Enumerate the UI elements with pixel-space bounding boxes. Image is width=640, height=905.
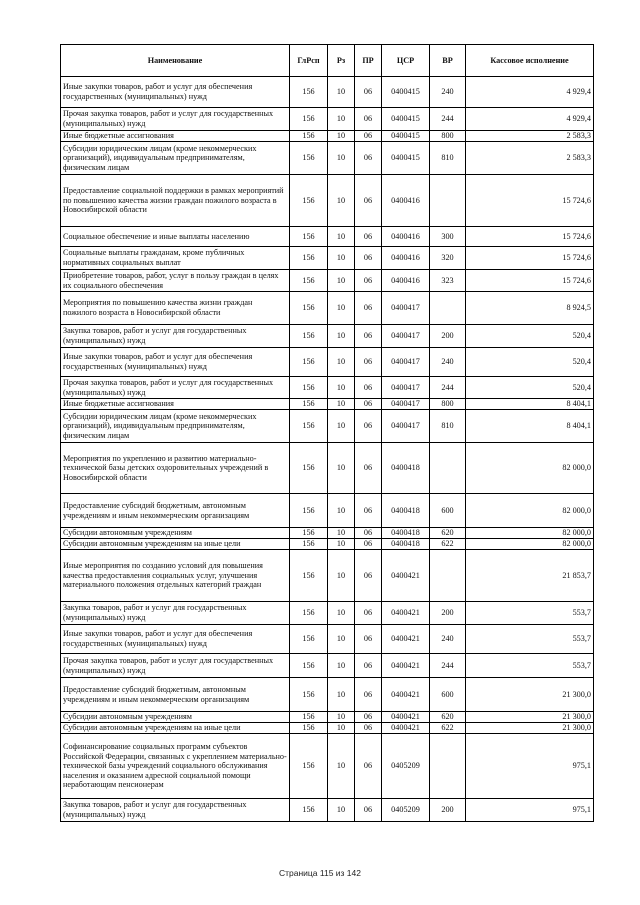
cell-rz: 10: [328, 175, 355, 227]
cell-rz: 10: [328, 348, 355, 377]
cell-vr: [430, 550, 466, 602]
cell-amount: 21 853,7: [466, 550, 594, 602]
cell-pr: 06: [355, 723, 382, 734]
cell-amount: 8 924,5: [466, 292, 594, 325]
cell-glrsp: 156: [290, 77, 328, 108]
cell-amount: 82 000,0: [466, 443, 594, 494]
cell-name: Предоставление субсидий бюджетным, автономным учреждениям и иным некоммерческим организациям: [61, 678, 290, 712]
cell-vr: [430, 292, 466, 325]
cell-csr: 0400416: [382, 270, 430, 292]
page-number-footer: Страница 115 из 142: [279, 868, 361, 878]
cell-vr: 244: [430, 377, 466, 399]
cell-vr: [430, 443, 466, 494]
cell-name: Субсидии автономным учреждениям: [61, 712, 290, 723]
cell-rz: 10: [328, 654, 355, 678]
cell-pr: 06: [355, 325, 382, 348]
cell-pr: 06: [355, 175, 382, 227]
cell-name: Социальные выплаты гражданам, кроме публичных нормативных социальных выплат: [61, 247, 290, 270]
cell-csr: 0400415: [382, 131, 430, 142]
cell-name: Субсидии юридическим лицам (кроме некоммерческих организаций), индивидуальным предпринимателям, физическим лицам: [61, 410, 290, 443]
cell-glrsp: 156: [290, 247, 328, 270]
cell-vr: [430, 175, 466, 227]
cell-glrsp: 156: [290, 175, 328, 227]
cell-rz: 10: [328, 550, 355, 602]
cell-vr: 810: [430, 410, 466, 443]
cell-glrsp: 156: [290, 539, 328, 550]
cell-amount: 975,1: [466, 734, 594, 799]
cell-name: Иные закупки товаров, работ и услуг для обеспечения государственных (муниципальных) нужд: [61, 348, 290, 377]
cell-vr: 800: [430, 131, 466, 142]
cell-name: Софинансирование социальных программ субъектов Российской Федерации, связанных с укреплением материально-технической базы учреждений социального обслуживания населения и оказанием адресной социальной помощи неработающим пенсионерам: [61, 734, 290, 799]
cell-amount: 553,7: [466, 602, 594, 625]
table-row: [61, 227, 594, 247]
cell-rz: 10: [328, 723, 355, 734]
table-row: [61, 410, 594, 443]
table-row: [61, 131, 594, 142]
cell-rz: 10: [328, 539, 355, 550]
cell-name: Иные закупки товаров, работ и услуг для обеспечения государственных (муниципальных) нужд: [61, 625, 290, 654]
cell-amount: 15 724,6: [466, 175, 594, 227]
cell-glrsp: 156: [290, 528, 328, 539]
cell-glrsp: 156: [290, 108, 328, 131]
cell-pr: 06: [355, 602, 382, 625]
header-pr: ПР: [355, 45, 382, 77]
cell-vr: 800: [430, 399, 466, 410]
table-row: [61, 443, 594, 494]
cell-name: Иные закупки товаров, работ и услуг для обеспечения государственных (муниципальных) нужд: [61, 77, 290, 108]
cell-rz: 10: [328, 377, 355, 399]
budget-table: [60, 44, 594, 822]
table-row: [61, 625, 594, 654]
table-row: [61, 550, 594, 602]
cell-amount: 82 000,0: [466, 528, 594, 539]
cell-glrsp: 156: [290, 602, 328, 625]
cell-csr: 0400416: [382, 247, 430, 270]
cell-glrsp: 156: [290, 292, 328, 325]
cell-vr: 240: [430, 77, 466, 108]
cell-name: Предоставление социальной поддержки в рамках мероприятий по повышению качества жизни граждан пожилого возраста в Новосибирской области: [61, 175, 290, 227]
cell-vr: [430, 734, 466, 799]
cell-amount: 4 929,4: [466, 77, 594, 108]
cell-pr: 06: [355, 625, 382, 654]
cell-pr: 06: [355, 399, 382, 410]
table-row: [61, 734, 594, 799]
cell-rz: 10: [328, 292, 355, 325]
cell-glrsp: 156: [290, 227, 328, 247]
cell-name: Социальное обеспечение и иные выплаты населению: [61, 227, 290, 247]
cell-name: Субсидии автономным учреждениям на иные цели: [61, 723, 290, 734]
cell-glrsp: 156: [290, 377, 328, 399]
cell-rz: 10: [328, 325, 355, 348]
cell-amount: 975,1: [466, 799, 594, 822]
cell-vr: 622: [430, 723, 466, 734]
cell-rz: 10: [328, 712, 355, 723]
cell-amount: 15 724,6: [466, 247, 594, 270]
cell-vr: 600: [430, 678, 466, 712]
cell-rz: 10: [328, 734, 355, 799]
table-row: [61, 399, 594, 410]
cell-name: Субсидии автономным учреждениям: [61, 528, 290, 539]
cell-name: Субсидии юридическим лицам (кроме некоммерческих организаций), индивидуальным предпринимателям, физическим лицам: [61, 142, 290, 175]
cell-vr: 244: [430, 654, 466, 678]
table-row: [61, 270, 594, 292]
cell-csr: 0400421: [382, 723, 430, 734]
cell-glrsp: 156: [290, 270, 328, 292]
cell-vr: 320: [430, 247, 466, 270]
cell-name: Приобретение товаров, работ, услуг в пользу граждан в целях их социального обеспечения: [61, 270, 290, 292]
cell-amount: 82 000,0: [466, 539, 594, 550]
cell-vr: 240: [430, 348, 466, 377]
cell-csr: 0400415: [382, 77, 430, 108]
cell-vr: 300: [430, 227, 466, 247]
table-row: [61, 77, 594, 108]
cell-vr: 200: [430, 799, 466, 822]
cell-rz: 10: [328, 602, 355, 625]
cell-amount: 8 404,1: [466, 399, 594, 410]
cell-amount: 2 583,3: [466, 142, 594, 175]
cell-csr: 0400417: [382, 377, 430, 399]
cell-csr: 0400415: [382, 142, 430, 175]
cell-glrsp: 156: [290, 348, 328, 377]
cell-rz: 10: [328, 227, 355, 247]
cell-vr: 620: [430, 712, 466, 723]
cell-glrsp: 156: [290, 723, 328, 734]
cell-csr: 0400418: [382, 443, 430, 494]
cell-name: Субсидии автономным учреждениям на иные цели: [61, 539, 290, 550]
cell-vr: 600: [430, 494, 466, 528]
table-row: [61, 348, 594, 377]
cell-csr: 0400418: [382, 539, 430, 550]
table-body: [61, 77, 594, 822]
cell-rz: 10: [328, 799, 355, 822]
cell-csr: 0400416: [382, 175, 430, 227]
cell-pr: 06: [355, 799, 382, 822]
cell-name: Прочая закупка товаров, работ и услуг для государственных (муниципальных) нужд: [61, 377, 290, 399]
cell-name: Иные бюджетные ассигнования: [61, 399, 290, 410]
table-row: [61, 377, 594, 399]
cell-amount: 553,7: [466, 625, 594, 654]
cell-glrsp: 156: [290, 625, 328, 654]
cell-pr: 06: [355, 528, 382, 539]
cell-vr: 200: [430, 325, 466, 348]
cell-glrsp: 156: [290, 712, 328, 723]
cell-pr: 06: [355, 348, 382, 377]
cell-pr: 06: [355, 539, 382, 550]
table-row: [61, 602, 594, 625]
cell-rz: 10: [328, 443, 355, 494]
cell-amount: 520,4: [466, 325, 594, 348]
cell-amount: 21 300,0: [466, 712, 594, 723]
cell-name: Закупка товаров, работ и услуг для государственных (муниципальных) нужд: [61, 799, 290, 822]
cell-csr: 0400421: [382, 654, 430, 678]
header-vr: ВР: [430, 45, 466, 77]
cell-csr: 0400421: [382, 625, 430, 654]
table-row: [61, 142, 594, 175]
cell-rz: 10: [328, 77, 355, 108]
cell-glrsp: 156: [290, 410, 328, 443]
cell-glrsp: 156: [290, 443, 328, 494]
header-amount: Кассовое исполнение: [466, 45, 594, 77]
cell-name: Иные мероприятия по созданию условий для повышения качества предоставления социальных услуг, улучшения материального положения отдельных категорий граждан: [61, 550, 290, 602]
cell-amount: 15 724,6: [466, 227, 594, 247]
cell-glrsp: 156: [290, 131, 328, 142]
cell-amount: 82 000,0: [466, 494, 594, 528]
cell-name: Предоставление субсидий бюджетным, автономным учреждениям и иным некоммерческим организациям: [61, 494, 290, 528]
cell-name: Иные бюджетные ассигнования: [61, 131, 290, 142]
cell-rz: 10: [328, 131, 355, 142]
table-row: [61, 528, 594, 539]
cell-csr: 0400415: [382, 108, 430, 131]
document-page: [60, 44, 593, 822]
cell-amount: 8 404,1: [466, 410, 594, 443]
cell-pr: 06: [355, 270, 382, 292]
cell-glrsp: 156: [290, 654, 328, 678]
cell-pr: 06: [355, 494, 382, 528]
cell-name: Закупка товаров, работ и услуг для государственных (муниципальных) нужд: [61, 325, 290, 348]
cell-vr: 200: [430, 602, 466, 625]
cell-amount: 2 583,3: [466, 131, 594, 142]
cell-pr: 06: [355, 410, 382, 443]
cell-glrsp: 156: [290, 799, 328, 822]
cell-amount: 21 300,0: [466, 723, 594, 734]
table-row: [61, 539, 594, 550]
cell-pr: 06: [355, 550, 382, 602]
cell-amount: 553,7: [466, 654, 594, 678]
table-row: [61, 723, 594, 734]
cell-rz: 10: [328, 494, 355, 528]
cell-pr: 06: [355, 131, 382, 142]
cell-pr: 06: [355, 108, 382, 131]
cell-rz: 10: [328, 270, 355, 292]
cell-pr: 06: [355, 247, 382, 270]
cell-name: Прочая закупка товаров, работ и услуг для государственных (муниципальных) нужд: [61, 654, 290, 678]
cell-csr: 0400417: [382, 292, 430, 325]
cell-csr: 0405209: [382, 799, 430, 822]
cell-rz: 10: [328, 528, 355, 539]
cell-csr: 0400417: [382, 348, 430, 377]
cell-csr: 0400417: [382, 410, 430, 443]
header-csr: ЦСР: [382, 45, 430, 77]
cell-glrsp: 156: [290, 399, 328, 410]
table-header-row: [61, 45, 594, 77]
header-glrsp: ГлРсп: [290, 45, 328, 77]
table-row: [61, 292, 594, 325]
cell-vr: 810: [430, 142, 466, 175]
table-row: [61, 654, 594, 678]
cell-glrsp: 156: [290, 494, 328, 528]
table-row: [61, 247, 594, 270]
cell-csr: 0400421: [382, 712, 430, 723]
table-row: [61, 712, 594, 723]
cell-rz: 10: [328, 247, 355, 270]
cell-name: Мероприятия по повышению качества жизни граждан пожилого возраста в Новосибирской области: [61, 292, 290, 325]
cell-rz: 10: [328, 678, 355, 712]
cell-name: Прочая закупка товаров, работ и услуг для государственных (муниципальных) нужд: [61, 108, 290, 131]
cell-amount: 4 929,4: [466, 108, 594, 131]
cell-rz: 10: [328, 108, 355, 131]
cell-rz: 10: [328, 142, 355, 175]
cell-amount: 520,4: [466, 348, 594, 377]
table-row: [61, 799, 594, 822]
cell-glrsp: 156: [290, 325, 328, 348]
cell-csr: 0400417: [382, 399, 430, 410]
cell-name: Мероприятия по укреплению и развитию материально-технической базы детских оздоровительных учреждений в Новосибирской области: [61, 443, 290, 494]
table-row: [61, 108, 594, 131]
header-rz: Рз: [328, 45, 355, 77]
cell-vr: 240: [430, 625, 466, 654]
cell-glrsp: 156: [290, 734, 328, 799]
cell-vr: 622: [430, 539, 466, 550]
cell-name: Закупка товаров, работ и услуг для государственных (муниципальных) нужд: [61, 602, 290, 625]
cell-pr: 06: [355, 292, 382, 325]
cell-pr: 06: [355, 227, 382, 247]
cell-pr: 06: [355, 678, 382, 712]
cell-vr: 244: [430, 108, 466, 131]
cell-csr: 0400421: [382, 602, 430, 625]
cell-pr: 06: [355, 443, 382, 494]
cell-pr: 06: [355, 142, 382, 175]
cell-csr: 0400421: [382, 550, 430, 602]
cell-csr: 0400418: [382, 528, 430, 539]
table-row: [61, 494, 594, 528]
cell-csr: 0400416: [382, 227, 430, 247]
table-row: [61, 678, 594, 712]
cell-vr: 323: [430, 270, 466, 292]
cell-rz: 10: [328, 399, 355, 410]
cell-rz: 10: [328, 410, 355, 443]
table-row: [61, 325, 594, 348]
cell-csr: 0400421: [382, 678, 430, 712]
cell-glrsp: 156: [290, 678, 328, 712]
cell-amount: 21 300,0: [466, 678, 594, 712]
table-row: [61, 175, 594, 227]
cell-csr: 0400418: [382, 494, 430, 528]
cell-csr: 0400417: [382, 325, 430, 348]
header-name: Наименование: [61, 45, 290, 77]
cell-amount: 15 724,6: [466, 270, 594, 292]
cell-amount: 520,4: [466, 377, 594, 399]
cell-pr: 06: [355, 712, 382, 723]
cell-pr: 06: [355, 377, 382, 399]
cell-vr: 620: [430, 528, 466, 539]
cell-glrsp: 156: [290, 142, 328, 175]
cell-glrsp: 156: [290, 550, 328, 602]
cell-rz: 10: [328, 625, 355, 654]
cell-csr: 0405209: [382, 734, 430, 799]
cell-pr: 06: [355, 77, 382, 108]
cell-pr: 06: [355, 654, 382, 678]
cell-pr: 06: [355, 734, 382, 799]
